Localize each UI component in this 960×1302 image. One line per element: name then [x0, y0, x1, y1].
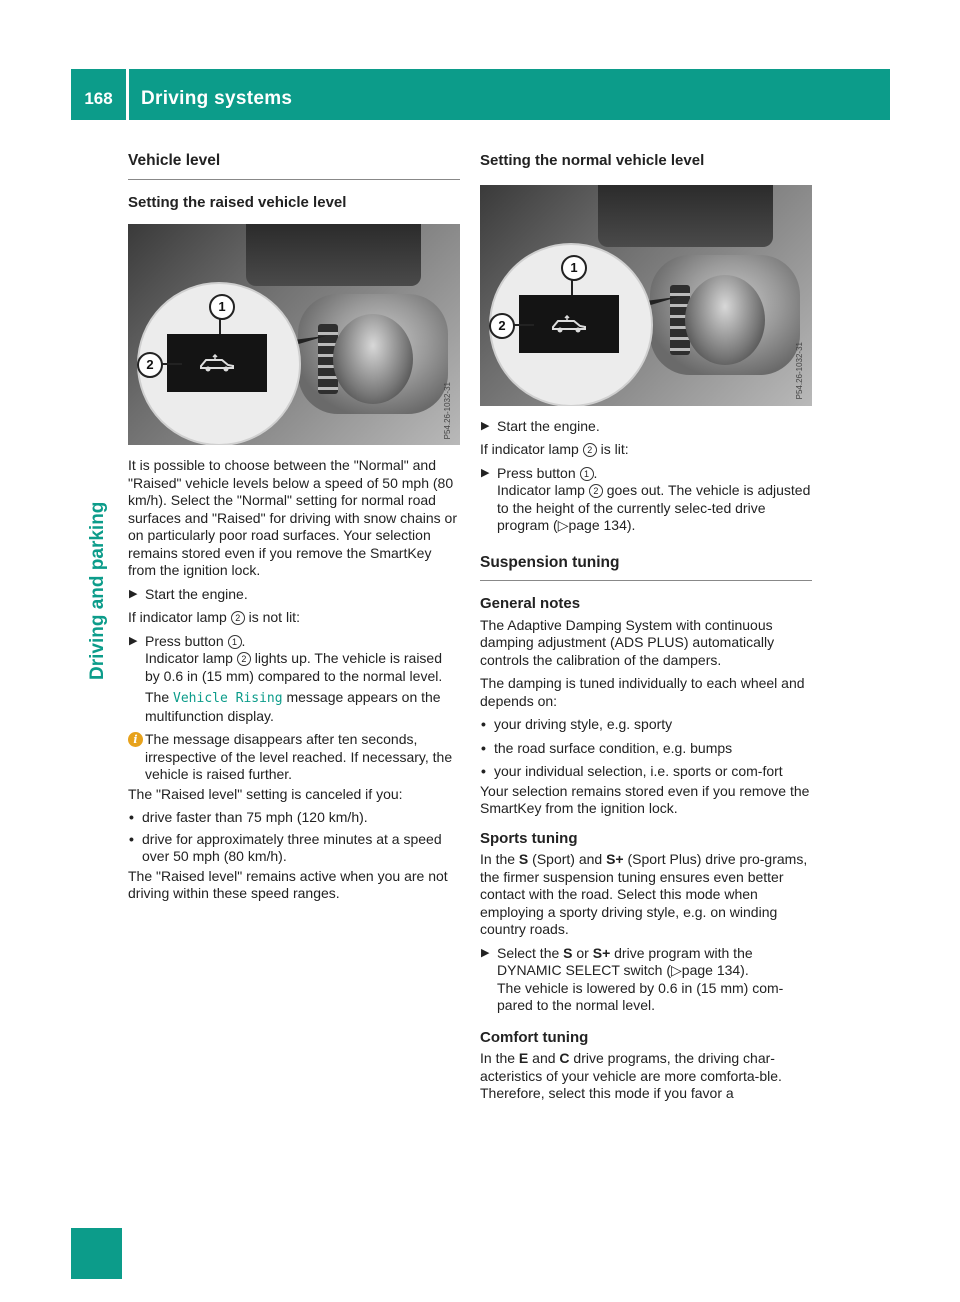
left-column [128, 152, 460, 903]
lamp-2-icon: 2 [589, 484, 603, 498]
step-start-engine: ▶ Start the engine. [129, 585, 248, 602]
comfort-tuning-title: Comfort tuning [480, 1028, 589, 1046]
button-1-icon: 1 [580, 467, 594, 481]
subsection-title-raised: Setting the raised vehicle level [128, 193, 347, 211]
list-item: • your driving style, e.g. sporty [481, 716, 673, 732]
chapter-title: Driving systems [141, 88, 293, 109]
lamp-2-icon: 2 [237, 652, 251, 666]
step-arrow-icon: ▶ [481, 466, 490, 479]
list-item: • your individual selection, i.e. sports or com-fort [481, 763, 783, 779]
display-screen [598, 185, 773, 247]
step-arrow-icon: ▶ [129, 587, 138, 600]
button-1-icon: 1 [228, 635, 242, 649]
sports-paragraph: In the S (Sport) and S+ (Sport Plus) drive pro-grams, the firmer suspension tuning ensures even better contact with the road. Select this mode when employing a sporty driving style, e.g. on winding country roads. [480, 851, 808, 937]
controller-knob [685, 275, 765, 365]
display-message: Vehicle Rising [173, 691, 283, 706]
info-icon: i [128, 732, 143, 747]
sports-tuning-title: Sports tuning [480, 829, 578, 847]
step-press-button: ▶ Press button 1 . Indicator lamp 2 goes out. The vehicle is adjusted to the height of the currently selec-ted drive program (▷page 134). [481, 464, 811, 533]
side-tab-marker [71, 1228, 122, 1279]
page-reference-link[interactable]: page 134). [681, 962, 749, 978]
figure-code: P54.26-1032-31 [442, 381, 452, 439]
right-column [480, 152, 812, 1103]
header-divider [126, 69, 129, 120]
figure-code: P54.26-1032-31 [794, 342, 804, 400]
list-item: • the road surface condition, e.g. bumps [481, 739, 733, 756]
controller-knob [333, 314, 413, 404]
general-paragraph-1: The Adaptive Damping System with continuous damping adjustment (ADS PLUS) automatically controls the calibration of the dampers. [480, 616, 775, 668]
step-arrow-icon: ▶ [481, 946, 490, 959]
figure-normal-level [480, 185, 812, 406]
general-paragraph-2: The damping is tuned individually to each wheel and depends on: [480, 675, 805, 709]
callout-2: 2 [137, 352, 163, 378]
step-press-button: ▶ Press button 1 . Indicator lamp 2 lights up. The vehicle is raised by 0.6 in (15 mm) compared to the normal level. The Vehicle Rising message appears on the multifunction display. [129, 632, 443, 724]
general-paragraph-3: Your selection remains stored even if you remove the SmartKey from the ignition lock. [480, 782, 810, 816]
step-arrow-icon: ▶ [481, 419, 490, 432]
list-item: • drive for approximately three minutes at a speed over 50 mph (80 km/h). [129, 830, 442, 864]
cancel-intro: The "Raised level" setting is canceled if you: [128, 785, 403, 802]
lamp-2-icon: 2 [583, 443, 597, 457]
page-ref-icon: ▷ [557, 517, 569, 533]
vehicle-level-icon [550, 315, 588, 333]
step-arrow-icon: ▶ [129, 634, 138, 647]
lamp-2-icon: 2 [231, 611, 245, 625]
info-note: i The message disappears after ten seconds, irrespective of the level reached. If necessary, the vehicle is raised further. [128, 731, 460, 784]
general-notes-title: General notes [480, 595, 581, 612]
vehicle-level-icon [198, 354, 236, 372]
callout-1: 1 [561, 255, 587, 281]
page-reference-link[interactable]: page 134). [568, 517, 636, 533]
figure-raised-level [128, 224, 460, 445]
condition-lit: If indicator lamp 2 is lit: [480, 441, 629, 457]
intro-paragraph: It is possible to choose between the "Normal" and "Raised" vehicle levels below a speed of 50 mph (80 km/h). Select the "Normal" setting for normal road surfaces and "Raised" for driving with snow chains or on particularly poor road surfaces. Your selection remains stored even if you remove the SmartKey from the ignition lock. [128, 457, 457, 578]
condition-not-lit: If indicator lamp 2 is not lit: [128, 609, 300, 625]
comfort-paragraph: In the E and C drive programs, the driving char-acteristics of your vehicle are more comforta-ble. Therefore, select this mode if you favor a [480, 1050, 782, 1101]
closing-paragraph: The "Raised level" remains active when you are not driving within these speed ranges. [128, 867, 448, 901]
side-tab-label: Driving and parking [87, 501, 108, 680]
section-title-vehicle-level: Vehicle level [128, 152, 460, 180]
step-select-sport: ▶ Select the S or S+ drive program with the DYNAMIC SELECT switch (▷page 134). The vehicle is lowered by 0.6 in (15 mm) com-pared to the normal level. [481, 944, 784, 1013]
subsection-title-normal: Setting the normal vehicle level [480, 152, 705, 169]
callout-2: 2 [489, 313, 515, 339]
section-title-suspension: Suspension tuning [480, 554, 812, 582]
callout-1: 1 [209, 294, 235, 320]
display-screen [246, 224, 421, 286]
page-number: 168 [84, 89, 113, 108]
page-ref-icon: ▷ [671, 962, 682, 978]
list-item: • drive faster than 75 mph (120 km/h). [129, 809, 368, 825]
step-start-engine: ▶ Start the engine. [481, 417, 600, 434]
